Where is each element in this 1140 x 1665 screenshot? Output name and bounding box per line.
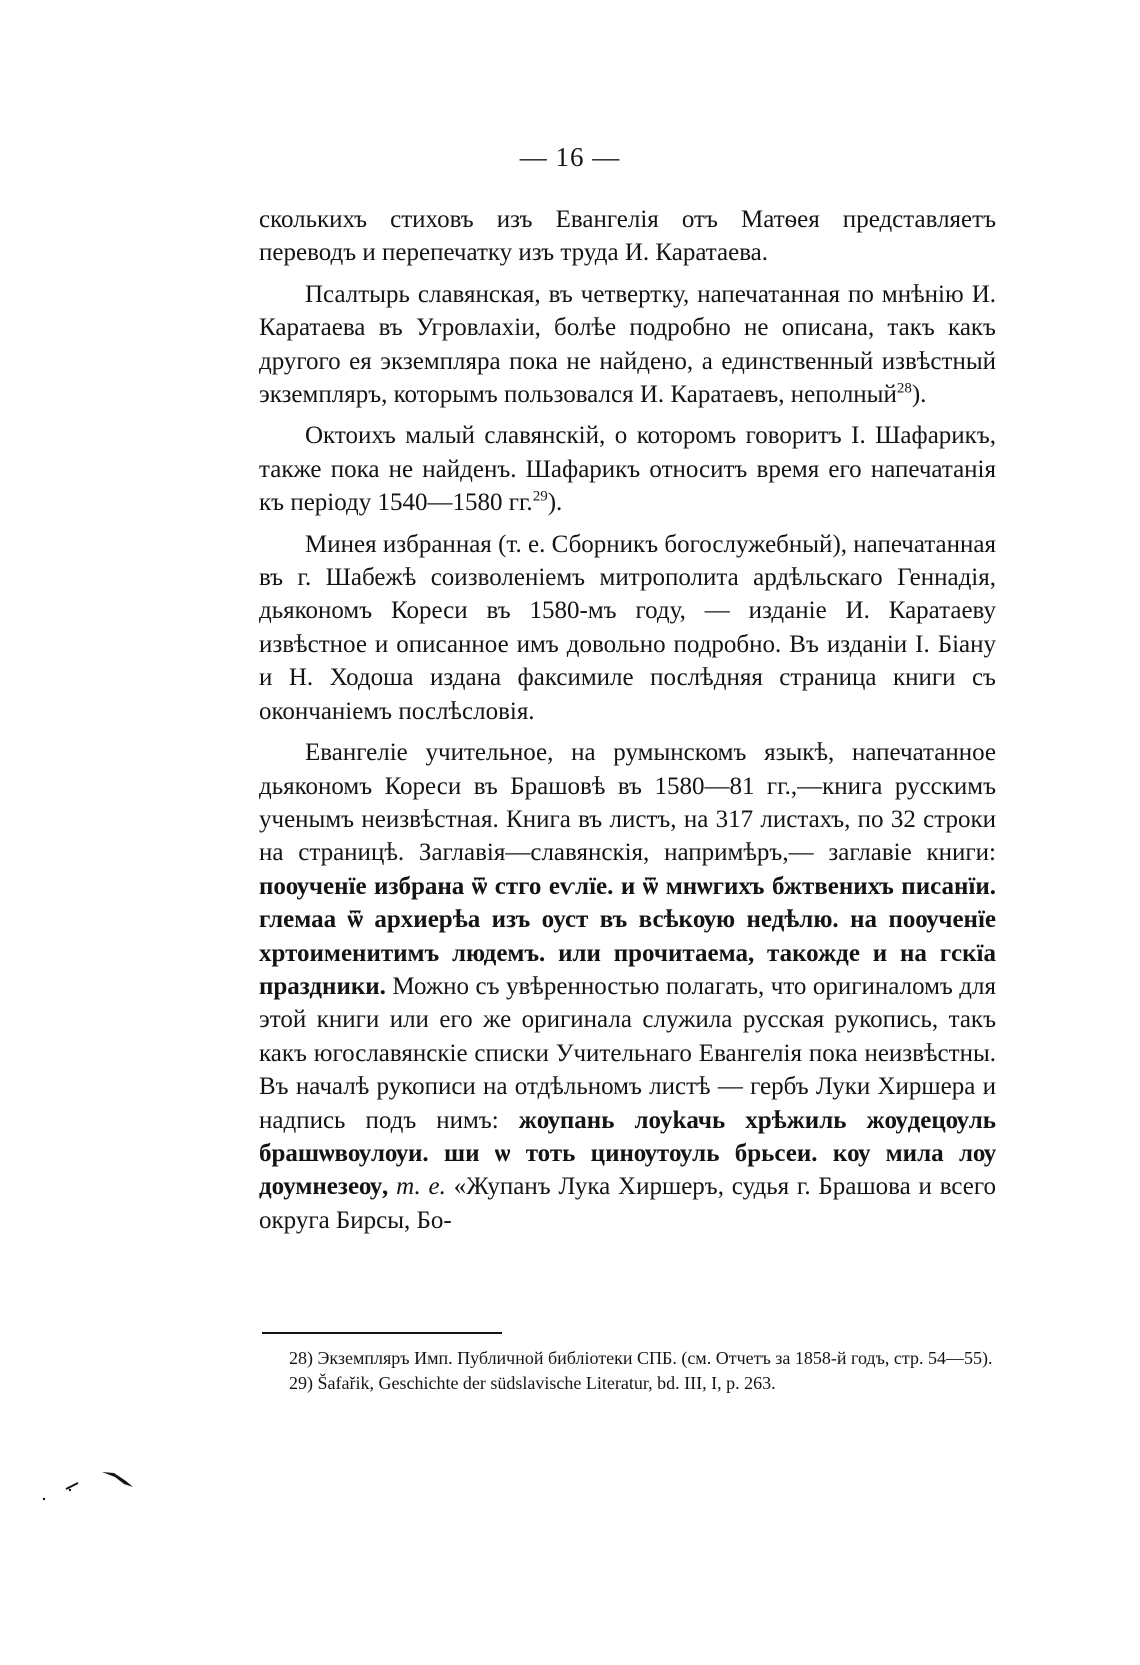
paragraph-psalter <box>259 278 996 412</box>
paragraph-tail: ). <box>547 489 563 517</box>
footnote-28: 28) Экземпляръ Имп. Публичной библіотеки СПБ. (см. Отчетъ за 1858-й годъ, стр. 54—55). <box>289 1348 993 1368</box>
footnote-divider <box>262 1332 502 1334</box>
paragraph-octoechos <box>259 419 996 519</box>
footnote-29: 29) Šafařik, Geschichte der südslavische Literatur, bd. III, I, p. 263. <box>289 1373 776 1393</box>
paragraph-continuation: сколькихъ стиховъ изъ Евангелія отъ Матѳея представляетъ переводъ и перепечатку изъ труда И. Каратаева. <box>259 206 996 267</box>
paragraph-tail: ). <box>911 381 927 409</box>
footnote-reference-29: 29 <box>532 488 548 505</box>
main-text <box>259 203 996 1237</box>
slavonic-title-quote: поѹченїе избрана ѿ стго еѵлїе. и ѿ мнѡгихъ бжтвенихъ писанїи. глемаа ѿ архиерѣа изъ оуст въ всѣкѹю недѣлю. на поѹченїе хртоименитимъ людемъ. или прочитаема, такожде и на гскїа праздники. <box>259 872 996 1000</box>
abbreviation: т. е. <box>396 1173 446 1201</box>
paragraph-text: Октоихъ малый славянскій, о которомъ говоритъ I. Шафарикъ, также пока не найденъ. Шафарикъ относитъ время его напечатанія къ періоду 1540—1580 гг. <box>259 422 996 517</box>
paragraph-text: Евангеліе учительное, на румынскомъ языкѣ, напечатанное дьякономъ Кореси въ Брашовѣ въ 1580—81 гг.,—книга русскимъ ученымъ неизвѣстная. Книга въ листъ, на 317 листахъ, по 32 строки на страницѣ. Заглавія—славянскія, напримѣръ,— заглавіе книги: <box>259 739 996 867</box>
scan-mark <box>30 1462 160 1502</box>
paragraph-gospel <box>259 736 996 1237</box>
paragraph-text: Можно съ увѣренностью полагать, что оригиналомъ для этой книги или его же оригинала служила русская рукопись, такъ какъ югославянскіе списки Учительнаго Евангелія пока неизвѣстны. Въ началѣ рукописи на отдѣльномъ листѣ — гербъ Луки Хиршера и надпись подъ нимъ: <box>259 972 996 1134</box>
page-number: — 16 — <box>519 142 621 172</box>
paragraph-menaion: Минея избранная (т. е. Сборникъ богослужебный), напечатанная въ г. Шабежѣ соизволеніемъ митрополита ардѣльскаго Геннадія, дьякономъ Кореси въ 1580-мъ году, — изданіе И. Каратаеву извѣстное и описанное имъ довольно подробно. Въ изданіи I. Біану и Н. Ходоша издана факсимиле послѣдняя страница книги съ окончаніемъ послѣсловія. <box>259 530 996 725</box>
paragraph-text: Псалтырь славянская, въ четвертку, напечатанная по мнѣнію И. Каратаева въ Угровлахіи, болѣе подробно не описана, такъ какъ другого ея экземпляра пока не найдено, а единственный извѣстный экземпляръ, которымъ пользовался И. Каратаевъ, неполный <box>259 280 996 409</box>
paragraph-text: «Жупанъ Лука Хиршеръ, судья г. Брашова и всего округа Бирсы, Бо- <box>259 1173 997 1234</box>
footnotes <box>259 1346 996 1396</box>
slavonic-inscription-quote: жѹпань лоуkачь хрѣжиль жѹдецѹль брашѡвѹлѹи. ши ѡ тоть цинѹтѹль брьсеи. кѹ мила лѹ доумнезеѹ, <box>259 1106 996 1201</box>
footnote-reference-28: 28 <box>896 380 912 397</box>
